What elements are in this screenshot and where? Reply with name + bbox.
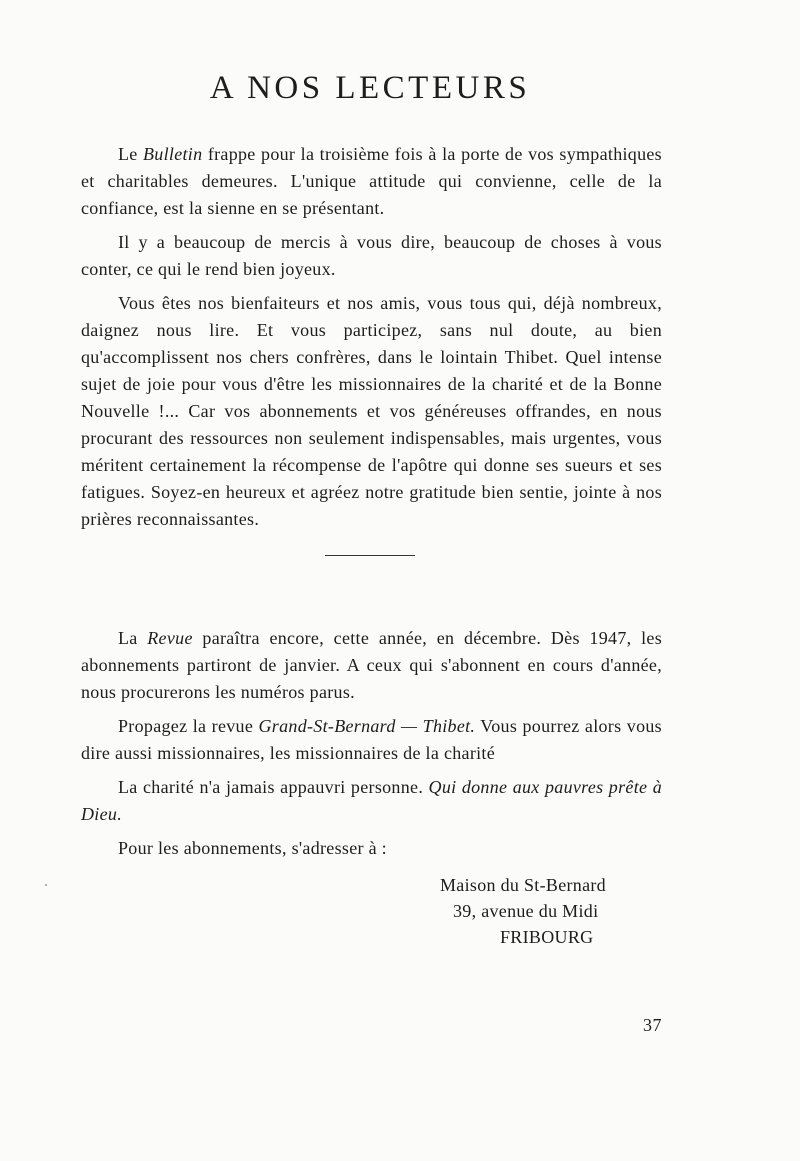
paragraph-bienfaiteurs: Vous êtes nos bienfaiteurs et nos amis, vous tous qui, déjà nombreux, daignez nous lire. Et vous participez, sans nul doute, au bien qu'accomplissent nos chers confrères, dans le lointain Thibet. Quel intense sujet de joie pour vous d'être les missionnaires de la charité et de la Bonne Nouvelle !... Car vos abonnements et vos généreuses offrandes, en nous procurant des ressources non seulement indispensables, mais urgentes, vous méritent certainement la récompense de l'apôtre qui donne ses sueurs et ses fatigues. Soyez-en heureux et agréez notre gratitude bien sentie, jointe à nos prières reconnaissantes.	[81, 293, 662, 529]
paragraph-abonnements: Pour les abonnements, s'adresser à :	[118, 838, 387, 858]
address-line-1: Maison du St-Bernard	[440, 875, 606, 895]
section-revue-info	[81, 625, 662, 869]
paragraph-charite: La charité n'a jamais appauvri personne. Qui donne aux pauvres prête à Dieu.	[81, 777, 662, 824]
address-line-3: FRIBOURG	[500, 927, 594, 947]
section-divider	[325, 555, 415, 556]
section-readers-thanks	[81, 141, 662, 540]
paragraph-propagez: Propagez la revue Grand-St-Bernard — Thibet. Vous pourrez alors vous dire aussi missionnaires, les missionnaires de la charité	[81, 716, 662, 763]
page-number: 37	[643, 1015, 662, 1035]
page-title: A NOS LECTEURS	[209, 70, 531, 106]
address-line-2: 39, avenue du Midi	[453, 901, 599, 921]
paragraph-bulletin: Le Bulletin frappe pour la troisième fois à la porte de vos sympathiques et charitables demeures. L'unique attitude qui convienne, celle de la confiance, est la sienne en se présentant.	[81, 144, 662, 218]
paper-speck	[45, 884, 47, 886]
paragraph-revue: La Revue paraîtra encore, cette année, en décembre. Dès 1947, les abonnements partiront de janvier. A ceux qui s'abonnent en cours d'année, nous procurerons les numéros parus.	[81, 628, 662, 702]
paragraph-mercis: Il y a beaucoup de mercis à vous dire, beaucoup de choses à vous conter, ce qui le rend bien joyeux.	[81, 232, 662, 279]
